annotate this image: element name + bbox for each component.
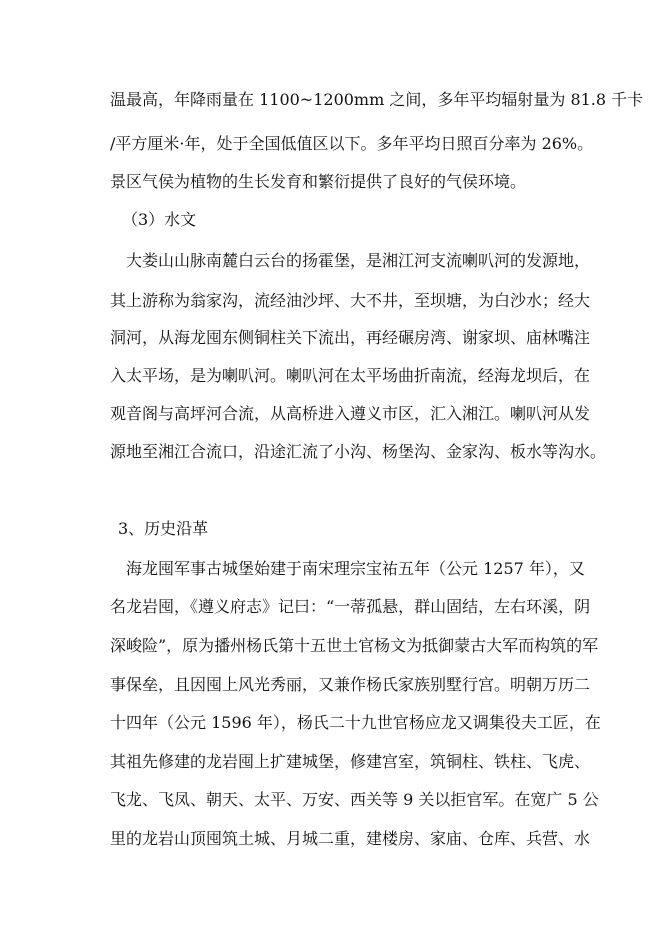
text-line: 大娄山山脉南麓白云台的扬霍堡，是湘江河支流喇叭河的发源地， — [126, 251, 591, 270]
text-line: 事保垒，且因囤上风光秀丽，又兼作杨氏家族别墅行宫。明朝万历二 — [110, 675, 591, 694]
section-heading: （3）水文 — [122, 210, 197, 229]
section-heading: 3、历史沿革 — [118, 519, 209, 538]
text-line: 观音阁与高坪河合流，从高桥进入遵义市区，汇入湘江。喇叭河从发 — [110, 404, 591, 423]
text-line: 里的龙岩山顶囤筑土城、月城二重，建楼房、家庙、仓库、兵营、水 — [110, 829, 591, 848]
text-line: 洞河，从海龙囤东侧铜柱关下流出，再经碾房湾、谢家坝、庙林嘴注 — [110, 328, 591, 347]
text-line: 十四年（公元 1596 年），杨氏二十九世官杨应龙又调集役夫工匠，在 — [110, 713, 601, 732]
text-line: 源地至湘江合流口，沿途汇流了小沟、杨堡沟、金家沟、板水等沟水。 — [110, 442, 607, 461]
text-line: 飞龙、飞凤、朝天、太平、万安、西关等 9 关以拒官军。在宽广 5 公 — [110, 790, 599, 809]
text-line: 名龙岩囤，《遵义府志》记曰：“一蒂孤悬，群山固结，左右环溪，阴 — [110, 597, 591, 616]
text-line: 其祖先修建的龙岩囤上扩建城堡，修建宫室，筑铜柱、铁柱、飞虎、 — [110, 752, 591, 771]
text-line: 温最高，年降雨量在 1100~1200mm 之间，多年平均辐射量为 81.8 千卡 — [110, 90, 644, 109]
text-line: 深峻险”，原为播州杨氏第十五世土官杨文为抵御蒙古大军而构筑的军 — [110, 636, 599, 655]
text-line: 其上游称为翁家沟，流经油沙坪、大不井，至坝塘，为白沙水；经大 — [110, 291, 591, 310]
text-line: 海龙囤军事古城堡始建于南宋理宗宝祐五年（公元 1257 年），又 — [126, 559, 585, 578]
text-line: 景区气侯为植物的生长发育和繁衍提供了良好的气侯环境。 — [110, 172, 527, 191]
text-line: 入太平场，是为喇叭河。喇叭河在太平场曲折南流，经海龙坝后，在 — [110, 366, 591, 385]
text-line: /平方厘米·年，处于全国低值区以下。多年平均日照百分率为 26%。 — [110, 134, 594, 153]
